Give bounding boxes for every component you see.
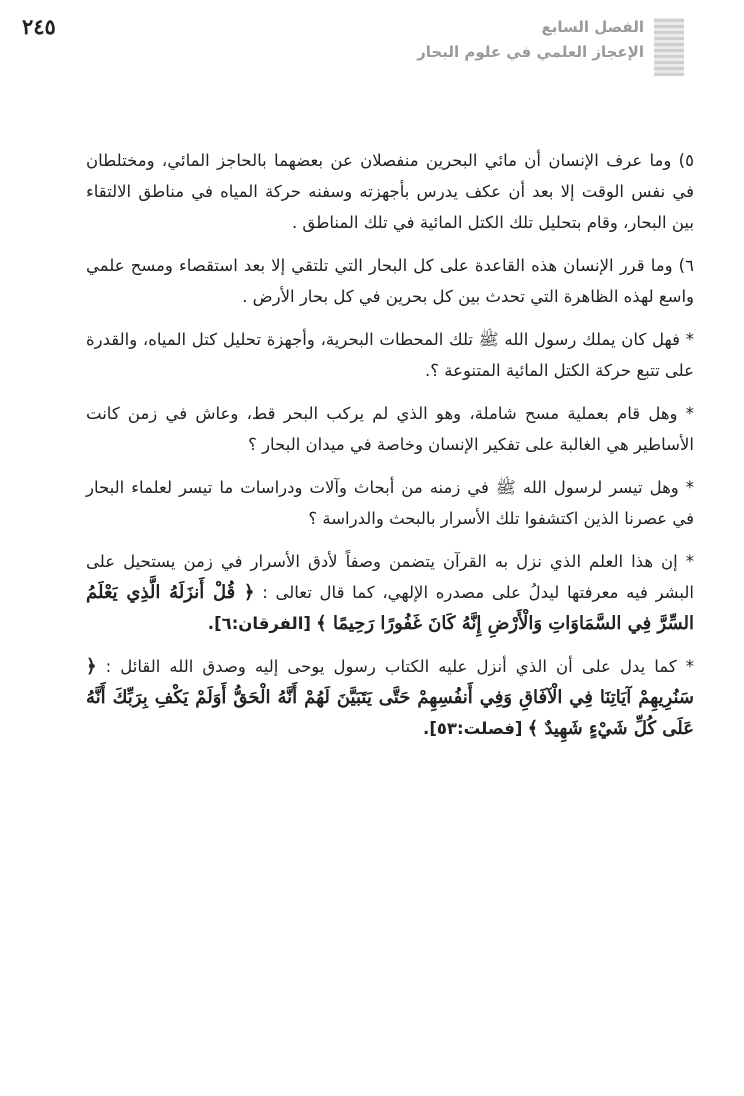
paragraph-evidence bbox=[86, 651, 694, 744]
verse-reference-furqan: [الفرقان:٦]. bbox=[207, 614, 311, 633]
running-header bbox=[417, 16, 644, 64]
paragraph-knowledge-text: * إن هذا العلم الذي نزل به القرآن يتضمن وصفاً لأدق الأسرار في زمن يستحيل على البشر فيه معرفتها ليدلُ على مصدره الإلهي، كما قال تعالى : bbox=[86, 552, 694, 602]
page-body bbox=[86, 145, 694, 756]
paragraph-question-1: * فهل كان يملك رسول الله ﷺ تلك المحطات البحرية، وأجهزة تحليل كتل المياه، والقدرة على تتبع حركة الكتل المائية المتنوعة ؟. bbox=[86, 330, 694, 380]
header-decoration bbox=[654, 18, 684, 76]
section-title: الإعجاز العلمي في علوم البحار bbox=[417, 43, 644, 61]
paragraph-evidence-text: * كما يدل على أن الذي أنزل عليه الكتاب رسول يوحى إليه وصدق الله القائل : bbox=[105, 657, 694, 676]
quran-verse-furqan: ﴿ قُلْ أَنزَلَهُ الَّذِي يَعْلَمُ السِّرَّ فِي السَّمَاوَاتِ وَالْأَرْضِ إِنَّهُ كَانَ غَفُورًا رَحِيمًا ﴾ bbox=[86, 582, 694, 634]
paragraph-6: ٦) وما قرر الإنسان هذه القاعدة على كل البحار التي تلتقي إلا بعد استقصاء ومسح علمي واسع لهذه الظاهرة التي تحدث بين كل بحرين في كل بحار الأرض . bbox=[86, 256, 694, 306]
paragraph-question-2: * وهل قام بعملية مسح شاملة، وهو الذي لم يركب البحر قط، وعاش في زمن كانت الأساطير هي الغالبة على تفكير الإنسان وخاصة في ميدان البحار ؟ bbox=[86, 404, 694, 454]
paragraph-5: ٥) وما عرف الإنسان أن مائي البحرين منفصلان عن بعضهما بالحاجز المائي، ومختلطان في نفس الوقت إلا بعد أن عكف يدرس بأجهزته وسفنه حركة المياه في مناطق الالتقاء بين البحار، وقام بتحليل تلك الكتل المائية في تلك المناطق . bbox=[86, 151, 694, 232]
paragraph-knowledge bbox=[86, 546, 694, 639]
paragraph-question-3: * وهل تيسر لرسول الله ﷺ في زمنه من أبحاث وآلات ودراسات ما تيسر لعلماء البحار في عصرنا الذين اكتشفوا تلك الأسرار بالبحث والدراسة ؟ bbox=[86, 478, 694, 528]
quran-verse-fussilat: ﴿ سَنُرِيهِمْ آيَاتِنَا فِي الْآفَاقِ وَفِي أَنفُسِهِمْ حَتَّى يَتَبَيَّنَ لَهُمْ أَنَّهُ الْحَقُّ أَوَلَمْ يَكْفِ بِرَبِّكَ أَنَّهُ عَلَى كُلِّ شَيْءٍ شَهِيدٌ ﴾ bbox=[86, 656, 694, 739]
page-number: ٢٤٥ bbox=[22, 14, 56, 39]
verse-reference-fussilat: [فصلت:٥٣]. bbox=[423, 719, 523, 738]
chapter-title: الفصل السابع bbox=[541, 18, 644, 36]
